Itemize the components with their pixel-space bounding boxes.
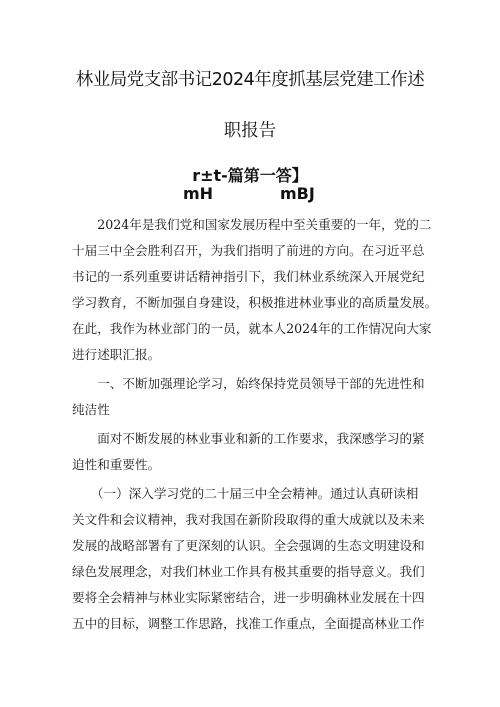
body-line-5: 在此，我作为林业部门的一员，就本人2024年的工作情况向大家 bbox=[72, 321, 432, 336]
body-line-8: 纯洁性 bbox=[72, 402, 110, 417]
body-line-10: 迫性和重要性。 bbox=[72, 457, 161, 472]
body-line-13: 发展的战略部署有了更深刻的认识。全会强调的生态文明建设和 bbox=[72, 538, 425, 553]
body-line-1: 2024年是我们党和国家发展历程中至关重要的一年，党的二 bbox=[72, 217, 432, 232]
body-line-9: 面对不断发展的林业事业和新的工作要求，我深感学习的紧 bbox=[72, 431, 425, 446]
body-line-4: 学习教育，不断加强自身建设，积极推进林业事业的高质量发展。 bbox=[72, 295, 438, 310]
document-title-line-2: 职报告 bbox=[223, 121, 277, 141]
garbled-heading-line-1: r±t-篇第一答】 bbox=[192, 166, 308, 185]
body-line-15: 要将全会精神与林业实际紧密结合，进一步明确林业发展在十四 bbox=[72, 590, 425, 605]
garbled-heading-left: mH bbox=[183, 184, 214, 203]
body-line-2: 十届三中全会胜利召开，为我们指明了前进的方向。在习近平总 bbox=[72, 243, 425, 258]
body-line-6: 进行述职汇报。 bbox=[72, 347, 161, 362]
document-title-line-1: 林业局党支部书记2024年度抓基层党建工作述 bbox=[75, 70, 425, 90]
body-line-12: 关文件和会议精神，我对我国在新阶段取得的重大成就以及未来 bbox=[72, 512, 425, 527]
body-line-14: 绿色发展理念，对我们林业工作具有极其重要的指导意义。我们 bbox=[72, 564, 425, 579]
body-line-11: （一）深入学习党的二十届三中全会精神。通过认真研读相 bbox=[72, 486, 419, 501]
body-line-16: 五中的目标，调整工作思路，找准工作重点，全面提高林业工作 bbox=[72, 616, 425, 631]
garbled-heading-right: mBJ bbox=[280, 184, 315, 203]
body-line-3: 书记的一系列重要讲话精神指引下，我们林业系统深入开展党纪 bbox=[72, 269, 425, 284]
body-line-7: 一、不断加强理论学习，始终保持党员领导干部的先进性和 bbox=[72, 376, 425, 391]
